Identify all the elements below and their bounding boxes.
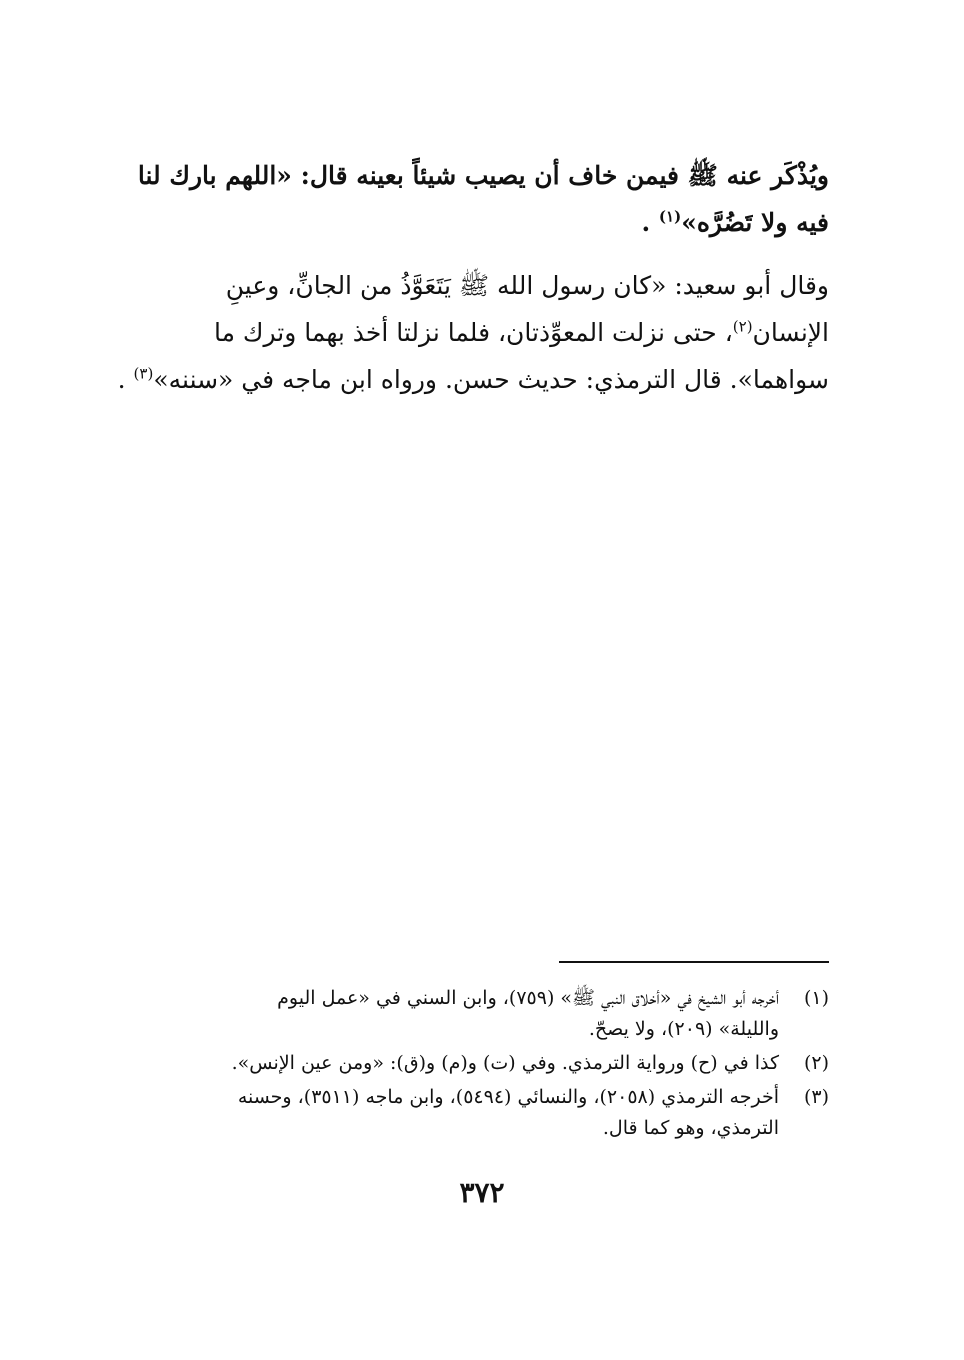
sentence-end: . (641, 208, 659, 237)
paragraph-1-line-1: ويُذْكَر عنه ﷺ فيمن خاف أن يصيب شيئاً بعينه قال: «اللهم بارك لنا (137, 161, 829, 190)
paragraph-2-line-3 (117, 356, 829, 403)
footnote-line: الترمذي، وهو كما قال. (602, 1117, 779, 1139)
line-end: ، حتى نزلت المعوِّذتان، فلما نزلتا أخذ بهما وترك ما (213, 318, 733, 347)
footnote-ref-1: (١) (658, 207, 682, 226)
footnote-2 (134, 1048, 829, 1079)
paragraph-2 (117, 262, 829, 403)
footnote-text (134, 1082, 779, 1144)
quote-text: فيه ولا تَضُرَّه» (681, 208, 829, 237)
page-number: ٣٧٢ (459, 1176, 505, 1209)
footnote-line: أخرجه أبو الشيخ في «أخلاق النبي ﷺ» (٧٥٩)، وابن السني في «عمل اليوم (277, 987, 779, 1009)
sentence-end: . (117, 365, 134, 394)
footnote-ref-2: (٢) (732, 317, 753, 336)
paragraph-2-line-1: وقال أبو سعيد: «كان رسول الله ﷺ يَتَعَوَّذُ من الجانِّ، وعينِ (225, 271, 829, 300)
footnotes (134, 983, 829, 1147)
footnote-line: كذا في (ح) ورواية الترمذي. وفي (ت) و(م) و(ق): «ومن عين الإنس». (231, 1052, 779, 1074)
line-text: سواهما». قال الترمذي: حديث حسن. ورواه ابن ماجه في «سننه» (153, 365, 829, 394)
footnote-separator (559, 961, 829, 963)
footnote-number: (٣) (803, 1086, 829, 1108)
paragraph-1-line-2 (134, 199, 829, 246)
line-start: الإنسان (752, 318, 829, 347)
paragraph-1 (134, 152, 829, 246)
footnote-text (134, 1048, 779, 1079)
footnote-1 (134, 983, 829, 1045)
paragraph-2-line-2 (134, 309, 829, 356)
footnote-ref-3: (٣) (133, 364, 154, 383)
footnote-line: أخرجه الترمذي (٢٠٥٨)، والنسائي (٥٤٩٤)، وابن ماجه (٣٥١١)، وحسنه (237, 1086, 779, 1108)
footnote-line: والليلة» (٢٠٩)، ولا يصحّ. (588, 1018, 779, 1040)
footnote-text (134, 983, 779, 1045)
footnote-number: (١) (803, 987, 829, 1009)
footnote-3 (134, 1082, 829, 1144)
footnote-number: (٢) (803, 1052, 829, 1074)
